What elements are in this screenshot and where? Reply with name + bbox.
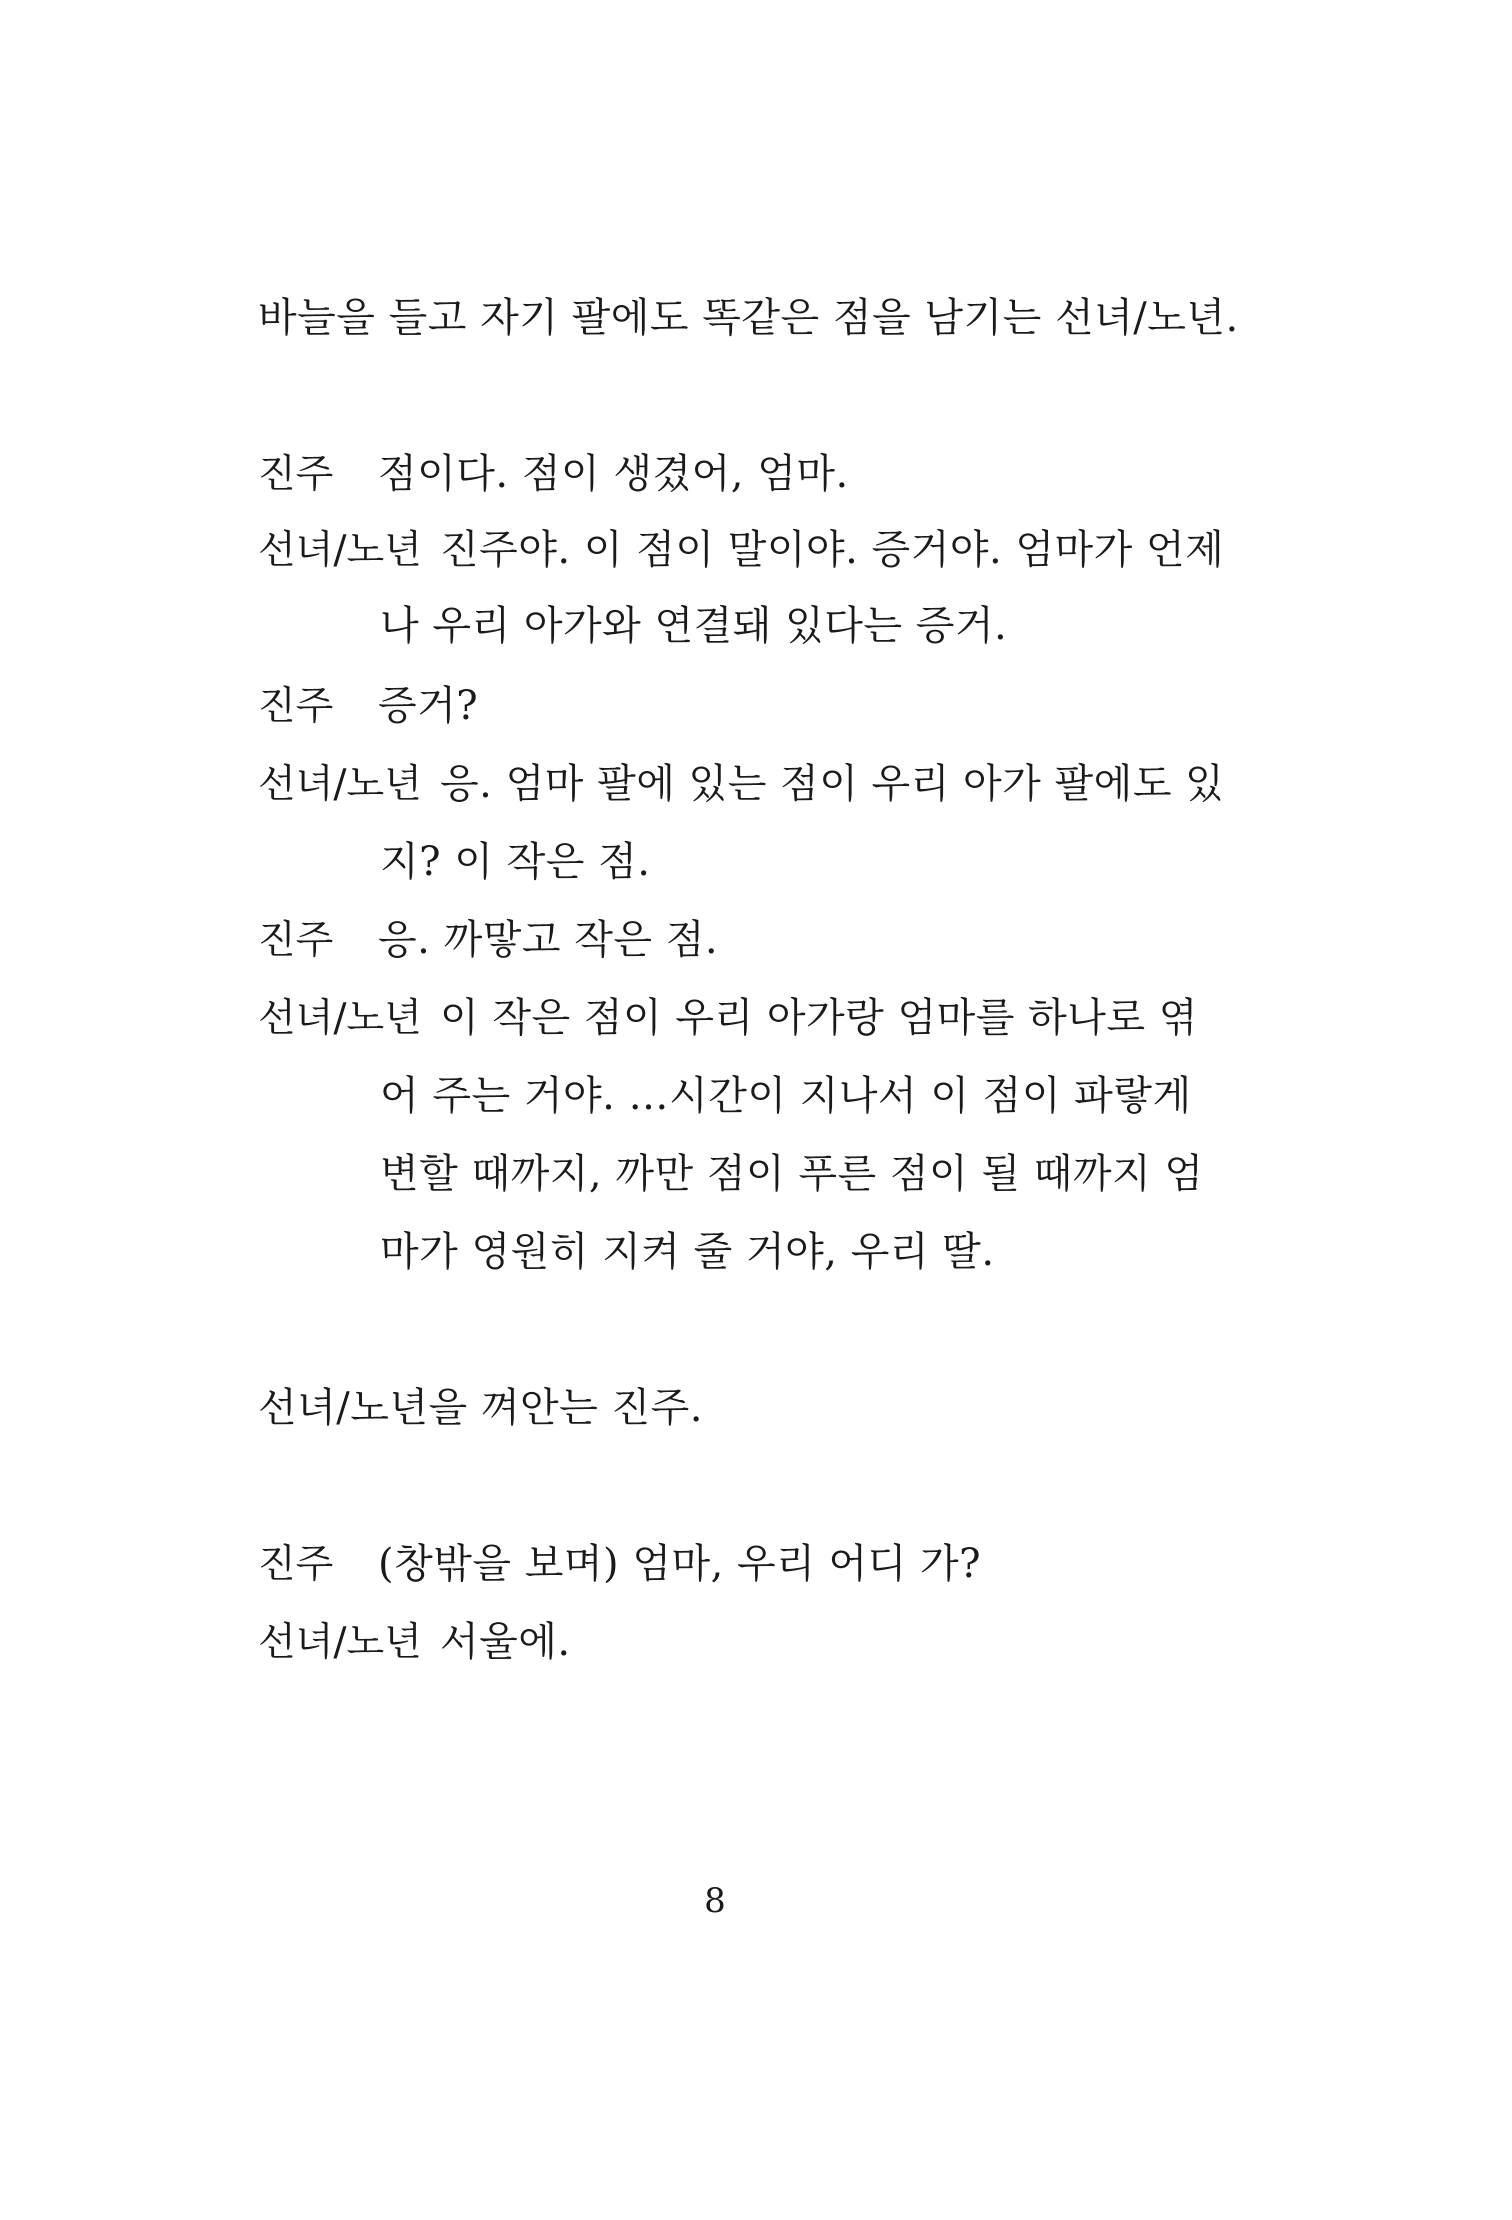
speaker-name: 선녀/노년 — [258, 1620, 422, 1665]
page-number: 8 — [704, 1881, 726, 1921]
dialogue-continuation: 지? 이 작은 점. — [380, 839, 651, 885]
dialogue-text: 증거? — [378, 683, 479, 729]
stage-direction: 선녀/노년을 껴안는 진주. — [258, 1385, 704, 1431]
dialogue-text: 응. 까맣고 작은 점. — [378, 917, 719, 963]
dialogue-line — [258, 522, 1224, 579]
dialogue-line — [258, 678, 478, 735]
speaker-name: 진주 — [258, 684, 334, 729]
speaker-name: 진주 — [258, 1542, 334, 1587]
dialogue-text: (창밖을 보며) 엄마, 우리 어디 가? — [378, 1541, 982, 1587]
dialogue-text: 점이다. 점이 생겼어, 엄마. — [378, 451, 849, 497]
dialogue-continuation: 변할 때까지, 까만 점이 푸른 점이 될 때까지 엄 — [380, 1151, 1204, 1197]
dialogue-line — [258, 912, 718, 969]
speaker-name: 선녀/노년 — [258, 762, 422, 807]
dialogue-continuation: 마가 영원히 지켜 줄 거야, 우리 딸. — [380, 1229, 995, 1275]
dialogue-text: 진주야. 이 점이 말이야. 증거야. 엄마가 언제 — [440, 527, 1225, 573]
dialogue-line — [258, 1614, 571, 1671]
speaker-name: 진주 — [258, 452, 334, 497]
stage-direction: 바늘을 들고 자기 팔에도 똑같은 점을 남기는 선녀/노년. — [258, 295, 1239, 341]
speaker-name: 선녀/노년 — [258, 528, 422, 573]
speaker-name: 선녀/노년 — [258, 996, 422, 1041]
dialogue-continuation: 나 우리 아가와 연결돼 있다는 증거. — [380, 603, 1008, 649]
dialogue-line — [258, 446, 849, 503]
dialogue-continuation: 어 주는 거야. …시간이 지나서 이 점이 파랗게 — [380, 1073, 1192, 1119]
dialogue-line — [258, 1536, 981, 1593]
dialogue-line — [258, 756, 1224, 813]
dialogue-text: 응. 엄마 팔에 있는 점이 우리 아가 팔에도 있 — [440, 761, 1225, 807]
dialogue-text: 서울에. — [440, 1619, 571, 1665]
dialogue-text: 이 작은 점이 우리 아가랑 엄마를 하나로 엮 — [440, 995, 1198, 1041]
dialogue-line — [258, 990, 1198, 1047]
speaker-name: 진주 — [258, 918, 334, 963]
